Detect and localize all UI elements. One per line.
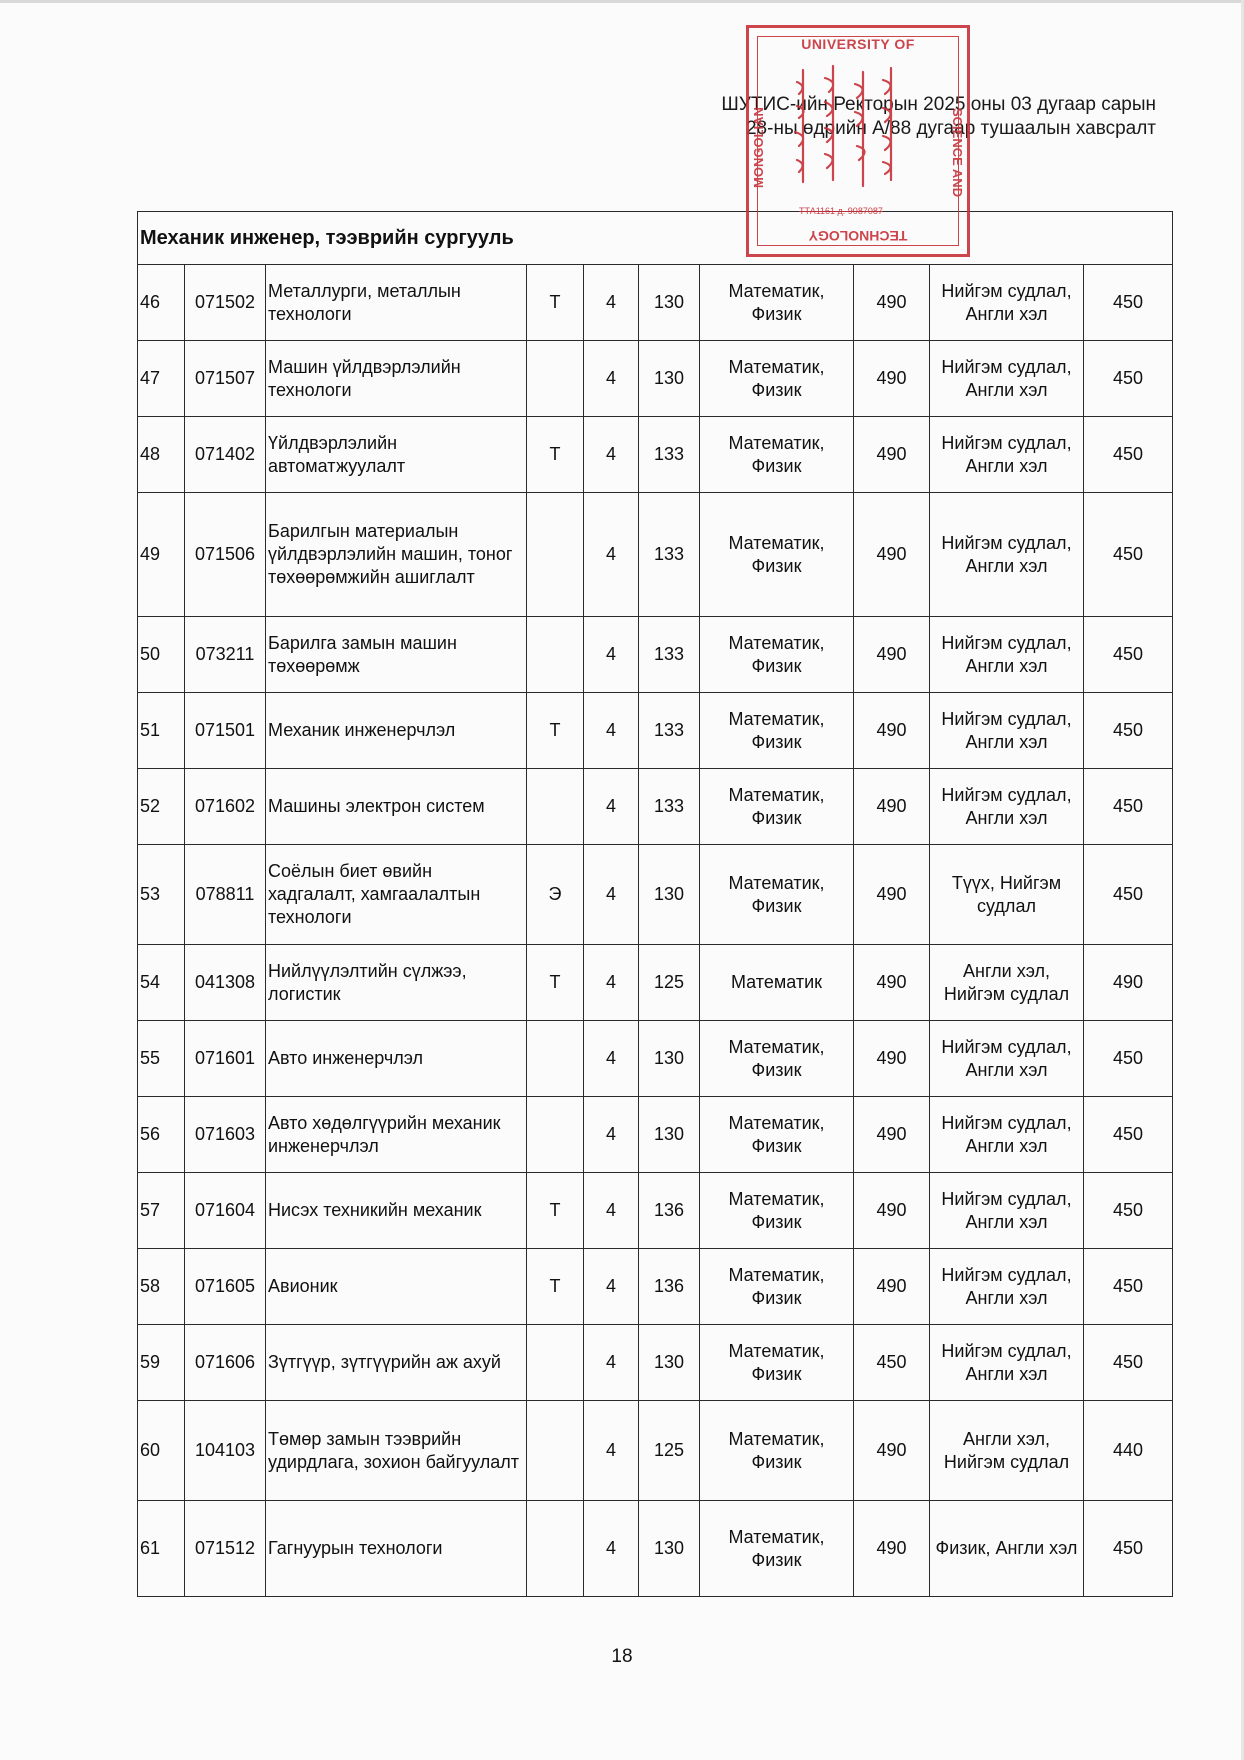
cell-score-1: 490 (854, 1097, 930, 1173)
cell-score-2: 450 (1084, 417, 1173, 493)
cell-score-2: 450 (1084, 617, 1173, 693)
cell-no: 58 (138, 1249, 185, 1325)
cell-exam-subjects-1: Математик, Физик (700, 693, 854, 769)
cell-code: 071506 (185, 493, 266, 617)
cell-years: 4 (584, 693, 639, 769)
cell-exam-subjects-1: Математик, Физик (700, 769, 854, 845)
university-stamp (746, 25, 970, 257)
cell-years: 4 (584, 769, 639, 845)
cell-score-1: 490 (854, 1173, 930, 1249)
cell-credits: 125 (639, 1401, 700, 1501)
cell-years: 4 (584, 1173, 639, 1249)
cell-score-1: 450 (854, 1325, 930, 1401)
cell-score-1: 490 (854, 1249, 930, 1325)
cell-no: 47 (138, 341, 185, 417)
table-row (138, 417, 1173, 493)
table-row (138, 1501, 1173, 1597)
cell-no: 57 (138, 1173, 185, 1249)
cell-no: 55 (138, 1021, 185, 1097)
cell-exam-subjects-2: Түүх, Нийгэм судлал (930, 845, 1084, 945)
cell-exam-subjects-1: Математик, Физик (700, 1501, 854, 1597)
cell-score-1: 490 (854, 1401, 930, 1501)
cell-code: 073211 (185, 617, 266, 693)
cell-code: 078811 (185, 845, 266, 945)
cell-mark (527, 1097, 584, 1173)
header-line-2: 28-ны өдрийн А/88 дугаар тушаалын хавсралт (745, 118, 1156, 139)
cell-exam-subjects-2: Физик, Англи хэл (930, 1501, 1084, 1597)
cell-score-1: 490 (854, 1021, 930, 1097)
cell-exam-subjects-2: Нийгэм судлал, Англи хэл (930, 265, 1084, 341)
cell-code: 071603 (185, 1097, 266, 1173)
cell-score-2: 450 (1084, 845, 1173, 945)
cell-credits: 130 (639, 845, 700, 945)
cell-mark (527, 341, 584, 417)
table-row (138, 617, 1173, 693)
cell-mark: Э (527, 845, 584, 945)
cell-years: 4 (584, 265, 639, 341)
cell-score-1: 490 (854, 769, 930, 845)
section-title-row (138, 212, 1173, 265)
stamp-text-right: SCIENCE AND (950, 108, 965, 198)
cell-exam-subjects-2: Англи хэл, Нийгэм судлал (930, 945, 1084, 1021)
table-row (138, 1021, 1173, 1097)
cell-score-2: 450 (1084, 693, 1173, 769)
cell-score-2: 450 (1084, 769, 1173, 845)
section-title: Механик инженер, тээврийн сургууль (138, 212, 1173, 265)
cell-score-1: 490 (854, 693, 930, 769)
cell-exam-subjects-2: Нийгэм судлал, Англи хэл (930, 1325, 1084, 1401)
page-number: 18 (611, 1646, 633, 1667)
cell-credits: 133 (639, 617, 700, 693)
cell-exam-subjects-2: Нийгэм судлал, Англи хэл (930, 493, 1084, 617)
cell-score-1: 490 (854, 417, 930, 493)
cell-years: 4 (584, 845, 639, 945)
cell-mark: Т (527, 945, 584, 1021)
cell-score-1: 490 (854, 341, 930, 417)
cell-exam-subjects-2: Нийгэм судлал, Англи хэл (930, 1173, 1084, 1249)
cell-years: 4 (584, 945, 639, 1021)
cell-no: 60 (138, 1401, 185, 1501)
cell-program-name: Нийлүүлэлтийн сүлжээ, логистик (266, 945, 527, 1021)
cell-score-1: 490 (854, 265, 930, 341)
stamp-number: ТТА1161 д. 9087087 (799, 206, 883, 216)
cell-code: 071605 (185, 1249, 266, 1325)
cell-no: 50 (138, 617, 185, 693)
cell-years: 4 (584, 1021, 639, 1097)
cell-mark (527, 617, 584, 693)
cell-mark: Т (527, 1173, 584, 1249)
cell-years: 4 (584, 341, 639, 417)
cell-exam-subjects-2: Нийгэм судлал, Англи хэл (930, 1021, 1084, 1097)
stamp-text-bottom: TECHNOLOGY (808, 228, 908, 244)
cell-no: 46 (138, 265, 185, 341)
cell-code: 071402 (185, 417, 266, 493)
cell-program-name: Зүтгүүр, зүтгүүрийн аж ахуй (266, 1325, 527, 1401)
cell-mark: Т (527, 417, 584, 493)
cell-exam-subjects-2: Нийгэм судлал, Англи хэл (930, 693, 1084, 769)
cell-code: 071604 (185, 1173, 266, 1249)
cell-years: 4 (584, 1501, 639, 1597)
cell-credits: 133 (639, 417, 700, 493)
cell-program-name: Барилгын материалын үйлдвэрлэлийн машин, тоног төхөөрөмжийн ашиглалт (266, 493, 527, 617)
cell-program-name: Авто инженерчлэл (266, 1021, 527, 1097)
cell-score-2: 450 (1084, 1501, 1173, 1597)
cell-program-name: Авто хөдөлгүүрийн механик инженерчлэл (266, 1097, 527, 1173)
cell-exam-subjects-2: Нийгэм судлал, Англи хэл (930, 341, 1084, 417)
cell-exam-subjects-1: Математик, Физик (700, 1401, 854, 1501)
cell-program-name: Соёлын биет өвийн хадгалалт, хамгаалалтын технологи (266, 845, 527, 945)
cell-program-name: Үйлдвэрлэлийн автоматжуулалт (266, 417, 527, 493)
cell-program-name: Төмөр замын тээврийн удирдлага, зохион байгуулалт (266, 1401, 527, 1501)
table-row (138, 1173, 1173, 1249)
cell-credits: 133 (639, 493, 700, 617)
cell-score-1: 490 (854, 845, 930, 945)
cell-exam-subjects-1: Математик, Физик (700, 1097, 854, 1173)
cell-no: 51 (138, 693, 185, 769)
cell-mark (527, 493, 584, 617)
cell-years: 4 (584, 1097, 639, 1173)
cell-years: 4 (584, 617, 639, 693)
stamp-text-top: UNIVERSITY OF (801, 36, 915, 52)
cell-code: 071512 (185, 1501, 266, 1597)
cell-years: 4 (584, 1325, 639, 1401)
cell-program-name: Механик инженерчлэл (266, 693, 527, 769)
table-row (138, 341, 1173, 417)
cell-years: 4 (584, 417, 639, 493)
cell-program-name: Металлурги, металлын технологи (266, 265, 527, 341)
cell-exam-subjects-1: Математик, Физик (700, 265, 854, 341)
cell-score-2: 450 (1084, 341, 1173, 417)
cell-score-2: 450 (1084, 265, 1173, 341)
header-line-1: ШУТИС-ийн Ректорын 2025 оны 03 дугаар сарын (721, 94, 1156, 115)
cell-exam-subjects-2: Нийгэм судлал, Англи хэл (930, 1249, 1084, 1325)
cell-code: 071507 (185, 341, 266, 417)
cell-program-name: Машин үйлдвэрлэлийн технологи (266, 341, 527, 417)
cell-credits: 133 (639, 769, 700, 845)
cell-exam-subjects-1: Математик (700, 945, 854, 1021)
cell-code: 071606 (185, 1325, 266, 1401)
cell-mark (527, 1401, 584, 1501)
programs-table (137, 211, 1173, 1597)
cell-program-name: Машины электрон систем (266, 769, 527, 845)
cell-exam-subjects-2: Нийгэм судлал, Англи хэл (930, 769, 1084, 845)
table-row (138, 845, 1173, 945)
cell-exam-subjects-1: Математик, Физик (700, 617, 854, 693)
cell-mark: Т (527, 693, 584, 769)
cell-no: 48 (138, 417, 185, 493)
cell-no: 53 (138, 845, 185, 945)
table-row (138, 769, 1173, 845)
cell-exam-subjects-1: Математик, Физик (700, 1249, 854, 1325)
cell-code: 071501 (185, 693, 266, 769)
cell-program-name: Авионик (266, 1249, 527, 1325)
cell-score-1: 490 (854, 617, 930, 693)
cell-score-2: 450 (1084, 1173, 1173, 1249)
cell-program-name: Барилга замын машин төхөөрөмж (266, 617, 527, 693)
cell-exam-subjects-2: Англи хэл, Нийгэм судлал (930, 1401, 1084, 1501)
cell-credits: 130 (639, 1501, 700, 1597)
cell-exam-subjects-1: Математик, Физик (700, 1325, 854, 1401)
cell-exam-subjects-1: Математик, Физик (700, 493, 854, 617)
cell-score-2: 450 (1084, 1325, 1173, 1401)
cell-score-1: 490 (854, 945, 930, 1021)
cell-score-2: 450 (1084, 1021, 1173, 1097)
table-row (138, 1097, 1173, 1173)
cell-credits: 130 (639, 341, 700, 417)
table-row (138, 493, 1173, 617)
cell-exam-subjects-2: Нийгэм судлал, Англи хэл (930, 417, 1084, 493)
cell-code: 071602 (185, 769, 266, 845)
cell-years: 4 (584, 493, 639, 617)
cell-score-2: 440 (1084, 1401, 1173, 1501)
cell-code: 071601 (185, 1021, 266, 1097)
cell-years: 4 (584, 1401, 639, 1501)
cell-program-name: Гагнуурын технологи (266, 1501, 527, 1597)
cell-program-name: Нисэх техникийн механик (266, 1173, 527, 1249)
cell-credits: 130 (639, 1325, 700, 1401)
cell-credits: 136 (639, 1173, 700, 1249)
cell-no: 59 (138, 1325, 185, 1401)
cell-mark (527, 1501, 584, 1597)
cell-years: 4 (584, 1249, 639, 1325)
table-row (138, 265, 1173, 341)
cell-score-2: 490 (1084, 945, 1173, 1021)
cell-no: 49 (138, 493, 185, 617)
cell-credits: 136 (639, 1249, 700, 1325)
table-row (138, 693, 1173, 769)
cell-score-2: 450 (1084, 1249, 1173, 1325)
cell-score-1: 490 (854, 1501, 930, 1597)
cell-mark (527, 1325, 584, 1401)
cell-no: 52 (138, 769, 185, 845)
cell-exam-subjects-1: Математик, Физик (700, 1173, 854, 1249)
cell-exam-subjects-1: Математик, Физик (700, 417, 854, 493)
cell-code: 071502 (185, 265, 266, 341)
cell-score-2: 450 (1084, 1097, 1173, 1173)
cell-no: 54 (138, 945, 185, 1021)
cell-score-2: 450 (1084, 493, 1173, 617)
stamp-script-glyphs (785, 62, 925, 202)
cell-mark: Т (527, 1249, 584, 1325)
cell-credits: 130 (639, 265, 700, 341)
cell-exam-subjects-1: Математик, Физик (700, 845, 854, 945)
cell-exam-subjects-2: Нийгэм судлал, Англи хэл (930, 617, 1084, 693)
cell-exam-subjects-1: Математик, Физик (700, 1021, 854, 1097)
cell-code: 104103 (185, 1401, 266, 1501)
table-row (138, 1325, 1173, 1401)
cell-credits: 133 (639, 693, 700, 769)
cell-credits: 130 (639, 1097, 700, 1173)
cell-exam-subjects-1: Математик, Физик (700, 341, 854, 417)
cell-no: 61 (138, 1501, 185, 1597)
cell-exam-subjects-2: Нийгэм судлал, Англи хэл (930, 1097, 1084, 1173)
cell-credits: 130 (639, 1021, 700, 1097)
cell-mark (527, 1021, 584, 1097)
table-row (138, 1401, 1173, 1501)
cell-no: 56 (138, 1097, 185, 1173)
cell-code: 041308 (185, 945, 266, 1021)
cell-credits: 125 (639, 945, 700, 1021)
table-row (138, 1249, 1173, 1325)
cell-mark: Т (527, 265, 584, 341)
scan-edge-top (0, 0, 1244, 3)
table-row (138, 945, 1173, 1021)
cell-score-1: 490 (854, 493, 930, 617)
stamp-text-left: MONGOLIAN (751, 107, 766, 189)
cell-mark (527, 769, 584, 845)
